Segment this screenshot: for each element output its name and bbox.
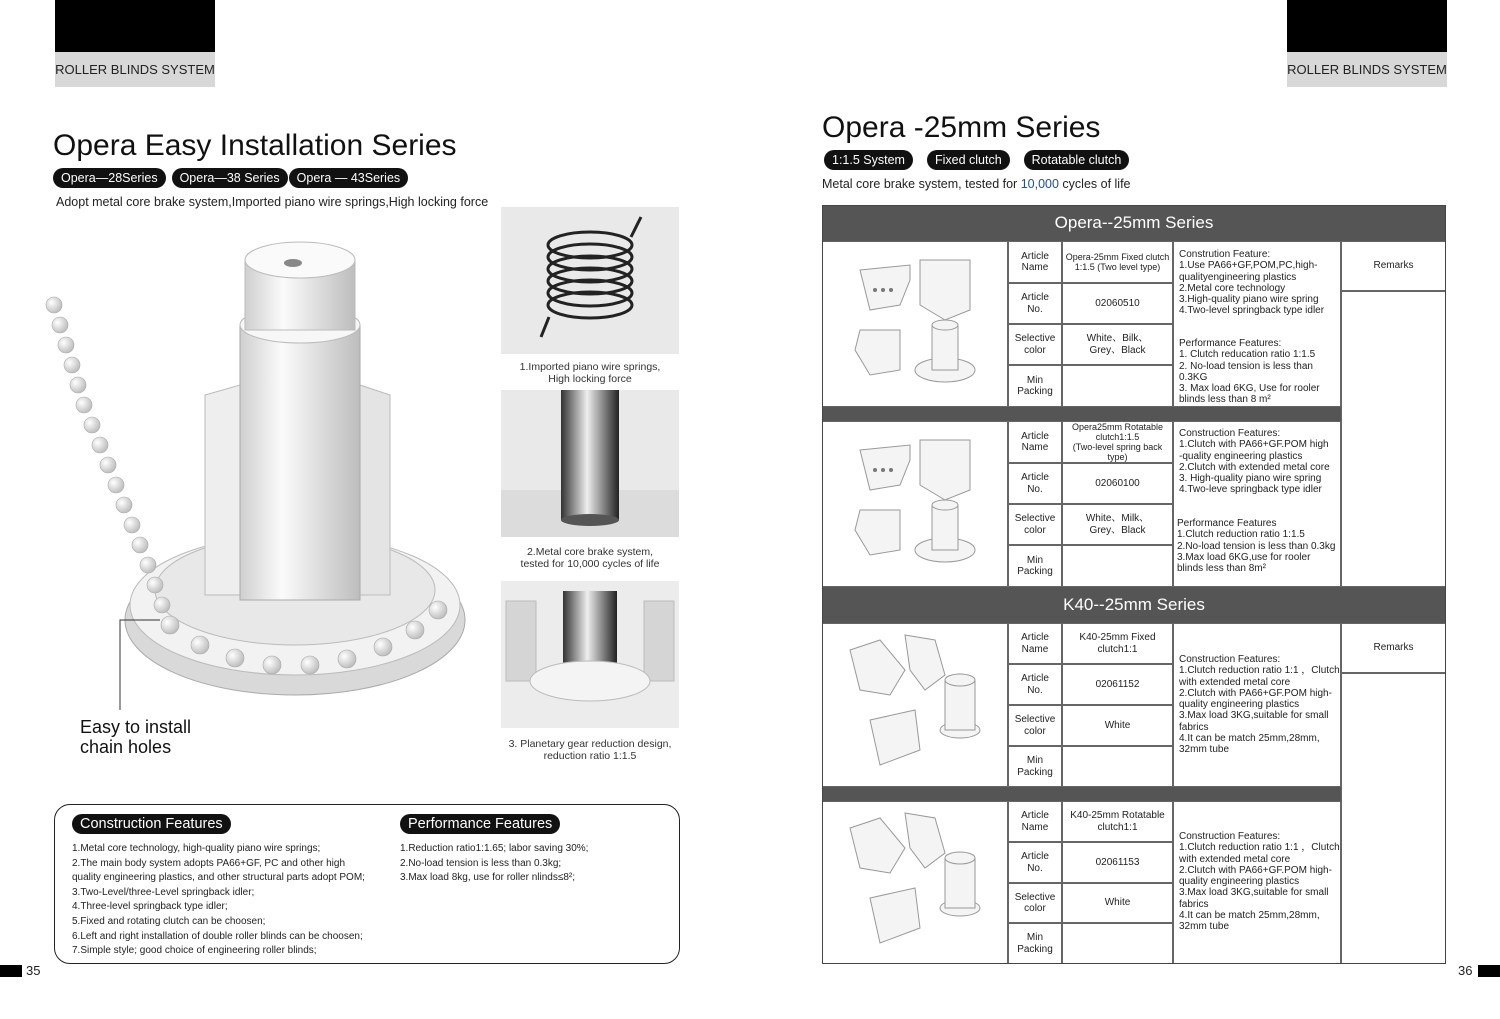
- list-item: 1.Metal core technology, high-quality piano wire springs;: [72, 843, 321, 854]
- row-label-article-no: Article No.: [1008, 283, 1062, 324]
- left-header-tab: [55, 0, 215, 52]
- system-pill: Rotatable clutch: [1024, 150, 1130, 170]
- subtitle-text: cycles of life: [1058, 177, 1131, 191]
- row-divider: [822, 407, 1341, 421]
- left-series-pills: [53, 168, 408, 188]
- clutch-product-illustration: [40, 215, 500, 715]
- row-label-min-packing: Min Packing: [1008, 365, 1062, 407]
- caption-metal-core: 2.Metal core brake system, tested for 10,000 cycles of life: [520, 546, 660, 570]
- section-heading-opera: Opera--25mm Series: [822, 205, 1446, 241]
- k40-fixed-clutch-photo: [835, 630, 995, 780]
- article-number-value: 02060510: [1062, 283, 1173, 324]
- left-page-title: Opera Easy Installation Series: [53, 129, 457, 162]
- article-name-value: K40-25mm Fixed clutch1:1: [1062, 623, 1173, 664]
- color-value: White、Milk、 Grey、Black: [1062, 504, 1173, 545]
- right-subtitle: [822, 177, 1131, 191]
- row-label-selective-color: Selective color: [1008, 883, 1062, 923]
- packing-value: [1062, 545, 1173, 587]
- subtitle-cycles: 10,000: [1020, 177, 1059, 191]
- performance-features-list: [400, 842, 670, 886]
- list-item: 2.The main body system adopts PA66+GF, PC and other high: [72, 857, 346, 869]
- system-pill: 1:1.5 System: [824, 150, 913, 170]
- row-label-min-packing: Min Packing: [1008, 545, 1062, 587]
- article-number-value: 02060100: [1062, 463, 1173, 504]
- performance-spec: Performance Features: 1. Clutch reducation ratio 1:1.5 2. No-load tension is less than 0.3KG 3. Max load 6KG, Use for rooler blinds less than 8 m²: [1179, 338, 1320, 406]
- row-label-article-name: Article Name: [1008, 421, 1062, 463]
- opera-fixed-clutch-photo: [840, 250, 990, 400]
- packing-value: [1062, 923, 1173, 964]
- right-page-title: Opera -25mm Series: [822, 111, 1101, 144]
- construction-spec: Construction Features: 1.Clutch reduction ratio 1:1 ，Clutch with extended metal core 2.Clutch with PA66+GF.POM high- quality engineering plastics 3.Max load 3KG,suitable for small fabrics 4.It can be match 25mm,28mm, 32mm tube: [1179, 831, 1340, 933]
- row-divider: [822, 787, 1341, 801]
- list-item: 5.Fixed and rotating clutch can be choosen;: [72, 915, 266, 927]
- caption-planetary-gear: 3. Planetary gear reduction design, reduction ratio 1:1.5: [508, 738, 672, 762]
- color-value: White: [1062, 883, 1173, 923]
- section-heading-k40: K40--25mm Series: [822, 587, 1446, 623]
- row-label-article-name: Article Name: [1008, 623, 1062, 664]
- remarks-value: [1341, 673, 1446, 964]
- right-header-tab: [1287, 0, 1447, 52]
- remarks-value: [1341, 291, 1446, 587]
- list-item: 2.No-load tension is less than 0.3kg;: [400, 857, 562, 869]
- left-header-label: ROLLER BLINDS SYSTEM: [55, 52, 215, 87]
- right-feature-pills: [824, 150, 1129, 170]
- right-header-label: ROLLER BLINDS SYSTEM: [1287, 52, 1447, 87]
- article-name-value: Opera-25mm Fixed clutch 1:1.5 (Two level type): [1062, 241, 1173, 283]
- row-label-article-no: Article No.: [1008, 463, 1062, 504]
- row-label-article-no: Article No.: [1008, 664, 1062, 705]
- row-label-min-packing: Min Packing: [1008, 923, 1062, 964]
- remarks-label: Remarks: [1341, 241, 1446, 291]
- construction-spec: Construction Features: 1.Clutch reduction ratio 1:1 ，Clutch with extended metal core 2.Clutch with PA66+GF.POM high- quality engineering plastics 3.Max load 3KG,suitable for small fabrics 4.It can be match 25mm,28mm, 32mm tube: [1179, 654, 1340, 756]
- performance-spec: Performance Features 1.Clutch reduction ratio 1:1.5 2.No-load tension is less than 0.3kg 3.Max load 6KG,use for rooler blinds less than 8m²: [1177, 518, 1336, 575]
- article-number-value: 02061152: [1062, 664, 1173, 705]
- list-item: 7.Simple style; good choice of engineering roller blinds;: [72, 945, 317, 957]
- list-item: quality engineering plastics, and other structural parts adopt POM;: [72, 872, 365, 884]
- left-subtitle: Adopt metal core brake system,Imported piano wire springs,High locking force: [56, 195, 489, 209]
- planetary-gear-image: [501, 581, 679, 728]
- article-name-value: Opera25mm Rotatable clutch1:1.5 (Two-level spring back type): [1062, 421, 1173, 463]
- row-label-selective-color: Selective color: [1008, 324, 1062, 365]
- subtitle-text: Metal core brake system, tested for: [822, 177, 1021, 191]
- list-item: 3.Two-Level/three-Level springback idler;: [72, 886, 255, 898]
- row-label-min-packing: Min Packing: [1008, 746, 1062, 787]
- row-label-article-no: Article No.: [1008, 842, 1062, 883]
- caption-piano-spring: 1.Imported piano wire springs, High locking force: [519, 361, 661, 385]
- list-item: 6.Left and right installation of double roller blinds can be choosen;: [72, 930, 363, 942]
- color-value: White、Bilk、 Grey、Black: [1062, 324, 1173, 365]
- performance-features-heading: Performance Features: [400, 814, 560, 834]
- list-item: 4.Three-level springback type idler;: [72, 901, 228, 913]
- k40-rotatable-clutch-photo: [835, 808, 995, 958]
- series-pill: Opera—28Series: [53, 168, 166, 188]
- row-label-selective-color: Selective color: [1008, 705, 1062, 746]
- packing-value: [1062, 746, 1173, 787]
- packing-value: [1062, 365, 1173, 407]
- construction-spec: Constrution Feature: 1.Use PA66+GF,POM,PC,high- qualityengineering plastics 2.Metal core technology 3.High-quality piano wire spring 4.Two-level springback type idler: [1179, 249, 1325, 317]
- series-pill: Opera — 43Series: [289, 168, 409, 188]
- right-page-number: 36: [1458, 963, 1473, 978]
- article-number-value: 02061153: [1062, 842, 1173, 883]
- left-page-number: 35: [26, 963, 41, 978]
- row-label-article-name: Article Name: [1008, 801, 1062, 842]
- right-page-marker: [1478, 965, 1500, 977]
- left-page-marker: [0, 965, 22, 977]
- list-item: 1.Reduction ratio1:1.65; labor saving 30%;: [400, 843, 589, 854]
- row-label-selective-color: Selective color: [1008, 504, 1062, 545]
- construction-features-heading: Construction Features: [72, 814, 231, 834]
- opera-rotatable-clutch-photo: [840, 430, 990, 580]
- install-note: [80, 717, 191, 757]
- construction-features-list: [72, 842, 392, 959]
- system-pill: Fixed clutch: [927, 150, 1010, 170]
- color-value: White: [1062, 705, 1173, 746]
- remarks-label: Remarks: [1341, 623, 1446, 673]
- construction-spec: Construction Features: 1.Clutch with PA66+GF.POM high -quality engineering plastics 2.Clutch with extended metal core 3. High-quality piano wire spring 4.Two-leve springback type idler: [1179, 428, 1330, 496]
- install-note-text: Easy to install chain holes: [80, 717, 192, 757]
- metal-core-image: [501, 390, 679, 537]
- series-pill: Opera—38 Series: [172, 168, 288, 188]
- piano-spring-image: [501, 207, 679, 354]
- list-item: 3.Max load 8kg, use for roller nlinds≤8²;: [400, 872, 576, 884]
- article-name-value: K40-25mm Rotatable clutch1:1: [1062, 801, 1173, 842]
- row-label-article-name: Article Name: [1008, 241, 1062, 283]
